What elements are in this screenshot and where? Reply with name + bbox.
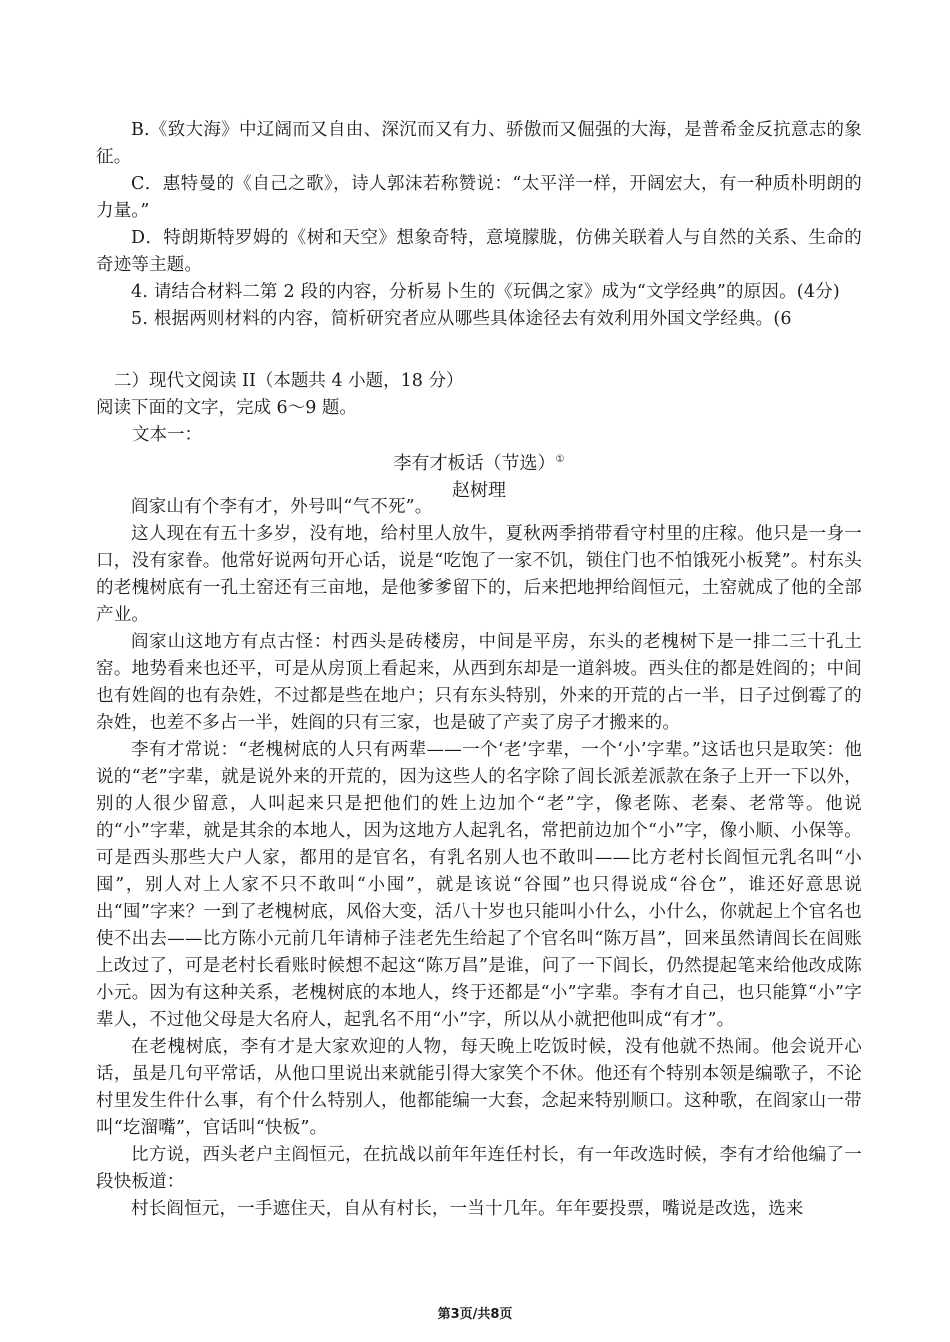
- article-author: 赵树理: [452, 480, 506, 501]
- article-title: [96, 446, 862, 477]
- question-4: 4. 请结合材料二第 2 段的内容，分析易卜生的《玩偶之家》成为“文学经典”的原因。(4分): [131, 282, 840, 302]
- footnote-mark: ①: [555, 454, 565, 465]
- option-b: B.《致大海》中辽阔而又自由、深沉而又有力、骄傲而又倔强的大海，是普希金反抗意志的象征。: [96, 120, 862, 167]
- article-paragraph: 阎家山有个李有才，外号叫“气不死”。: [131, 497, 433, 517]
- question-5: 5. 根据两则材料的内容，简析研究者应从哪些具体途径去有效利用外国文学经典。(6: [131, 309, 792, 329]
- option-d: D．特朗斯特罗姆的《树和天空》想象奇特，意境朦胧，仿佛关联着人与自然的关系、生命的奇迹等主题。: [96, 228, 862, 275]
- article-paragraph: 阎家山这地方有点古怪：村西头是砖楼房，中间是平房，东头的老槐树下是一排二三十孔土窑。地势看来也还平，可是从房顶上看起来，从西到东却是一道斜坡。西头住的都是姓阎的；中间也有姓阎的也有杂姓，不过都是些在地户；只有东头特别，外来的开荒的占一半，日子过倒霉了的杂姓，也差不多占一半，姓阎的只有三家，也是破了产卖了房子才搬来的。: [96, 632, 862, 733]
- section-instruction: 阅读下面的文字，完成 6～9 题。: [96, 398, 357, 418]
- article-paragraph: 这人现在有五十多岁，没有地，给村里人放牛，夏秋两季捎带看守村里的庄稼。他只是一身一口，没有家眷。他常好说两句开心话，说是“吃饱了一家不饥，锁住门也不怕饿死小板凳”。村东头的老槐树底有一孔土窑还有三亩地，是他爹爹留下的，后来把地押给阎恒元，土窑就成了他的全部产业。: [96, 524, 862, 625]
- page-number: 第3页/共8页: [437, 1307, 513, 1322]
- article-body: [96, 494, 862, 1223]
- article-paragraph: 李有才常说：“老槐树底的人只有两辈——一个‘老’字辈，一个‘小’字辈。”这话也只是取笑：他说的“老”字辈，就是说外来的开荒的，因为这些人的名字除了闾长派差派款在条子上开一下以外，别的人很少留意，人叫起来只是把他们的姓上边加个“老”字，像老陈、老秦、老常等。他说的“小”字辈，就是其余的本地人，因为这地方人起乳名，常把前边加个“小”字，像小顺、小保等。可是西头那些大户人家，都用的是官名，有乳名别人也不敢叫——比方老村长阎恒元乳名叫“小囤”，别人对上人家不只不敢叫“小囤”，就是该说“谷囤”也只得说成“谷仓”，谁还好意思说出“囤”字来？一到了老槐树底，风俗大变，活八十岁也只能叫小什么，小什么，你就起上个官名也使不出去——比方陈小元前几年请柿子洼老先生给起了个官名叫“陈万昌”，回来虽然请闾长在闾账上改过了，可是老村长看账时候想不起这“陈万昌”是谁，问了一下闾长，仍然提起笔来给他改成陈小元。因为有这种关系，老槐树底的本地人，终于还都是“小”字辈。李有才自己，也只能算“小”字辈人，不过他父母是大名府人，起乳名不用“小”字，所以从小就把他叫成“有才”。: [96, 740, 862, 1030]
- article-paragraph: 村长阎恒元，一手遮住天，自从有村长，一当十几年。年年要投票，嘴说是改选，选来: [131, 1199, 804, 1219]
- section-block: [96, 368, 862, 449]
- text-label: 文本一：: [132, 425, 202, 445]
- article-paragraph: 比方说，西头老户主阎恒元，在抗战以前年年连任村长，有一年改选时候，李有才给他编了一段快板道：: [96, 1145, 862, 1192]
- article-title-text: 李有才板话（节选）: [393, 453, 556, 474]
- previous-questions: [96, 117, 862, 333]
- option-c: C．惠特曼的《自己之歌》，诗人郭沫若称赞说：“太平洋一样，开阔宏大，有一种质朴明朗的力量。”: [96, 174, 862, 221]
- section-heading: 二）现代文阅读 II（本题共 4 小题，18 分）: [114, 371, 464, 391]
- article-paragraph: 在老槐树底，李有才是大家欢迎的人物，每天晚上吃饭时候，没有他就不热闹。他会说开心话，虽是几句平常话，从他口里说出来就能引得大家笑个不休。他还有个特别本领是编歌子，不论村里发生件什么事，有个什么特别人，他都能编一大套，念起来特别顺口。这种歌，在阎家山一带叫“圪溜嘴”，官话叫“快板”。: [96, 1037, 862, 1138]
